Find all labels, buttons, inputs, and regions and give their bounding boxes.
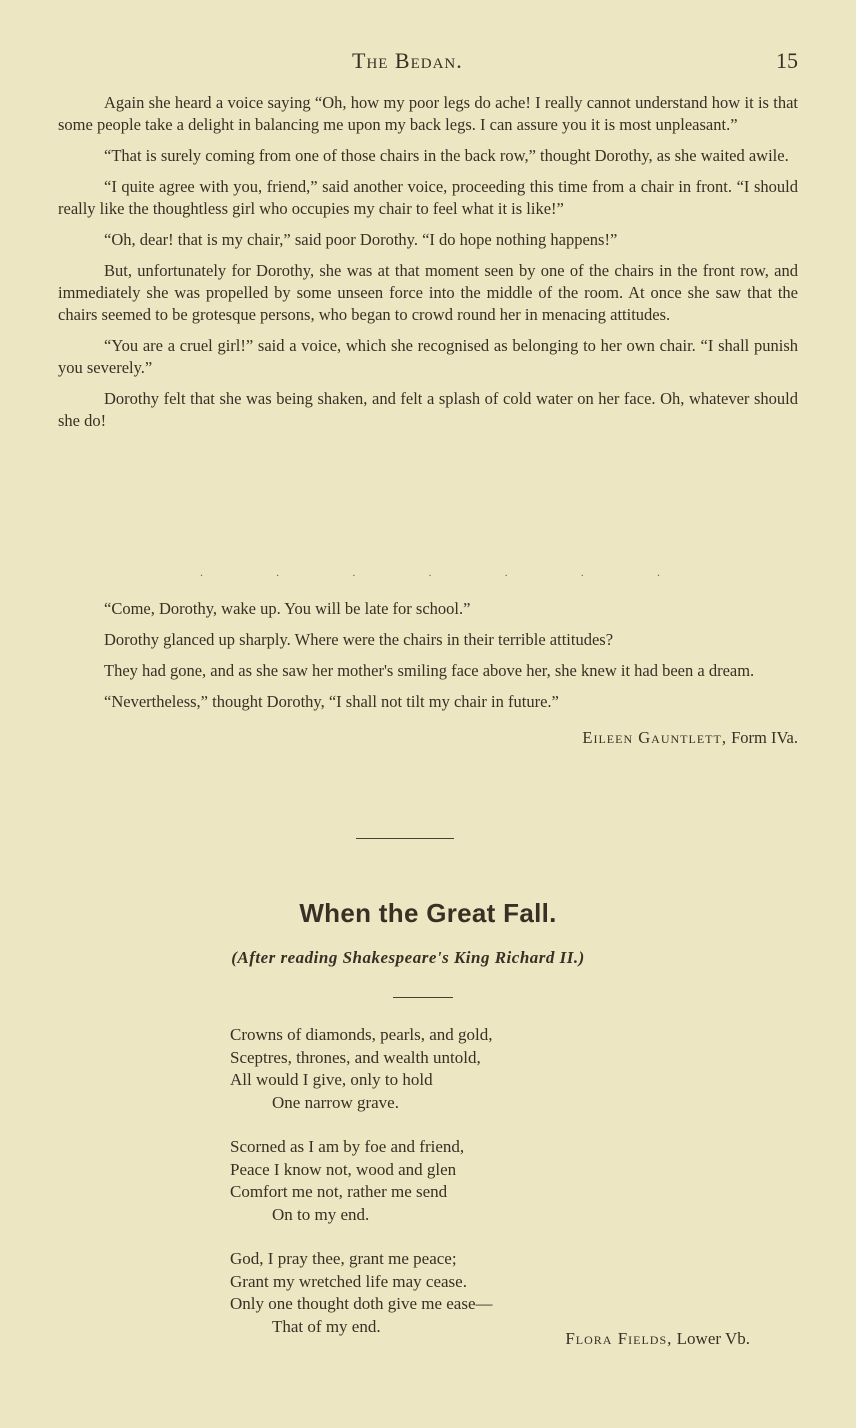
verse-line: All would I give, only to hold — [230, 1070, 433, 1089]
poem-stanza — [230, 1248, 650, 1338]
story-part-2 — [58, 598, 798, 749]
verse-line: One narrow grave. — [272, 1092, 399, 1112]
running-title: The Bedan. — [352, 48, 463, 73]
paragraph: Again she heard a voice saying “Oh, how my poor legs do ache! I really cannot understand how it is that some people take a delight in balancing me upon my back legs. I can assure you it is most unpleasant.” — [58, 93, 798, 134]
verse-line: Peace I know not, wood and glen — [230, 1159, 457, 1179]
paragraph: “You are a cruel girl!” said a voice, which she recognised as belonging to her own chair. “I shall punish you severely.” — [58, 336, 798, 377]
separator-dot: . — [504, 565, 508, 579]
poem-author-name: Flora Fields, — [565, 1329, 673, 1348]
separator-dot: . — [428, 565, 432, 579]
separator-dot: . — [276, 565, 280, 579]
poem-stanza — [230, 1136, 650, 1226]
story-author-form: Form IVa. — [731, 728, 798, 747]
verse-line: That of my end. — [272, 1316, 381, 1336]
verse-line: God, I pray thee, grant me peace; — [230, 1249, 457, 1268]
poem-title: When the Great Fall. — [299, 898, 557, 928]
separator-dot: . — [580, 565, 584, 579]
paragraph: “Oh, dear! that is my chair,” said poor Dorothy. “I do hope nothing happens!” — [104, 230, 618, 249]
story-author — [58, 727, 798, 749]
verse-line: Only one thought doth give me ease— — [230, 1294, 493, 1313]
poem-subtitle: (After reading Shakespeare's King Richard II.) — [231, 948, 585, 967]
verse-line: Scorned as I am by foe and friend, — [230, 1137, 465, 1156]
poem-author-form: Lower Vb. — [676, 1329, 750, 1348]
section-divider-rule — [356, 838, 454, 839]
verse-line: On to my end. — [272, 1204, 370, 1224]
paragraph: “Come, Dorothy, wake up. You will be late for school.” — [104, 599, 471, 618]
paragraph: “Nevertheless,” thought Dorothy, “I shall not tilt my chair in future.” — [104, 692, 559, 711]
poem-body — [230, 1024, 650, 1360]
poem-author — [0, 1329, 750, 1349]
story-part-1 — [58, 92, 798, 441]
paragraph: “I quite agree with you, friend,” said another voice, proceeding this time from a chair in front. “I should really like the thoughtless girl who occupies my chair to feel what it is like!” — [58, 177, 798, 218]
page-number: 15 — [776, 48, 798, 73]
paragraph: Dorothy glanced up sharply. Where were the chairs in their terrible attitudes? — [104, 630, 614, 649]
paragraph: They had gone, and as she saw her mother's smiling face above her, she knew it had been a dream. — [104, 661, 755, 680]
verse-line: Crowns of diamonds, pearls, and gold, — [230, 1025, 493, 1044]
poem-title-rule — [393, 997, 453, 998]
story-author-name: Eileen Gauntlett, — [582, 728, 727, 747]
paragraph: Dorothy felt that she was being shaken, and felt a splash of cold water on her face. Oh, whatever should she do! — [58, 389, 798, 430]
separator-dot: . — [656, 565, 660, 579]
paragraph: “That is surely coming from one of those chairs in the back row,” thought Dorothy, as she waited awile. — [104, 146, 789, 165]
section-separator-dots — [200, 565, 660, 580]
paragraph: But, unfortunately for Dorothy, she was at that moment seen by one of the chairs in the front row, and immediately she was propelled by some unseen force into the middle of the room. At once she saw that the chairs seemed to be grotesque persons, who began to crowd round her in menacing attitudes. — [58, 261, 798, 324]
verse-line: Grant my wretched life may cease. — [230, 1271, 467, 1291]
verse-line: Comfort me not, rather me send — [230, 1182, 448, 1201]
verse-line: Sceptres, thrones, and wealth untold, — [230, 1047, 481, 1067]
running-header — [0, 46, 856, 76]
poem-stanza — [230, 1024, 650, 1114]
separator-dot: . — [352, 565, 356, 579]
separator-dot: . — [200, 565, 203, 579]
